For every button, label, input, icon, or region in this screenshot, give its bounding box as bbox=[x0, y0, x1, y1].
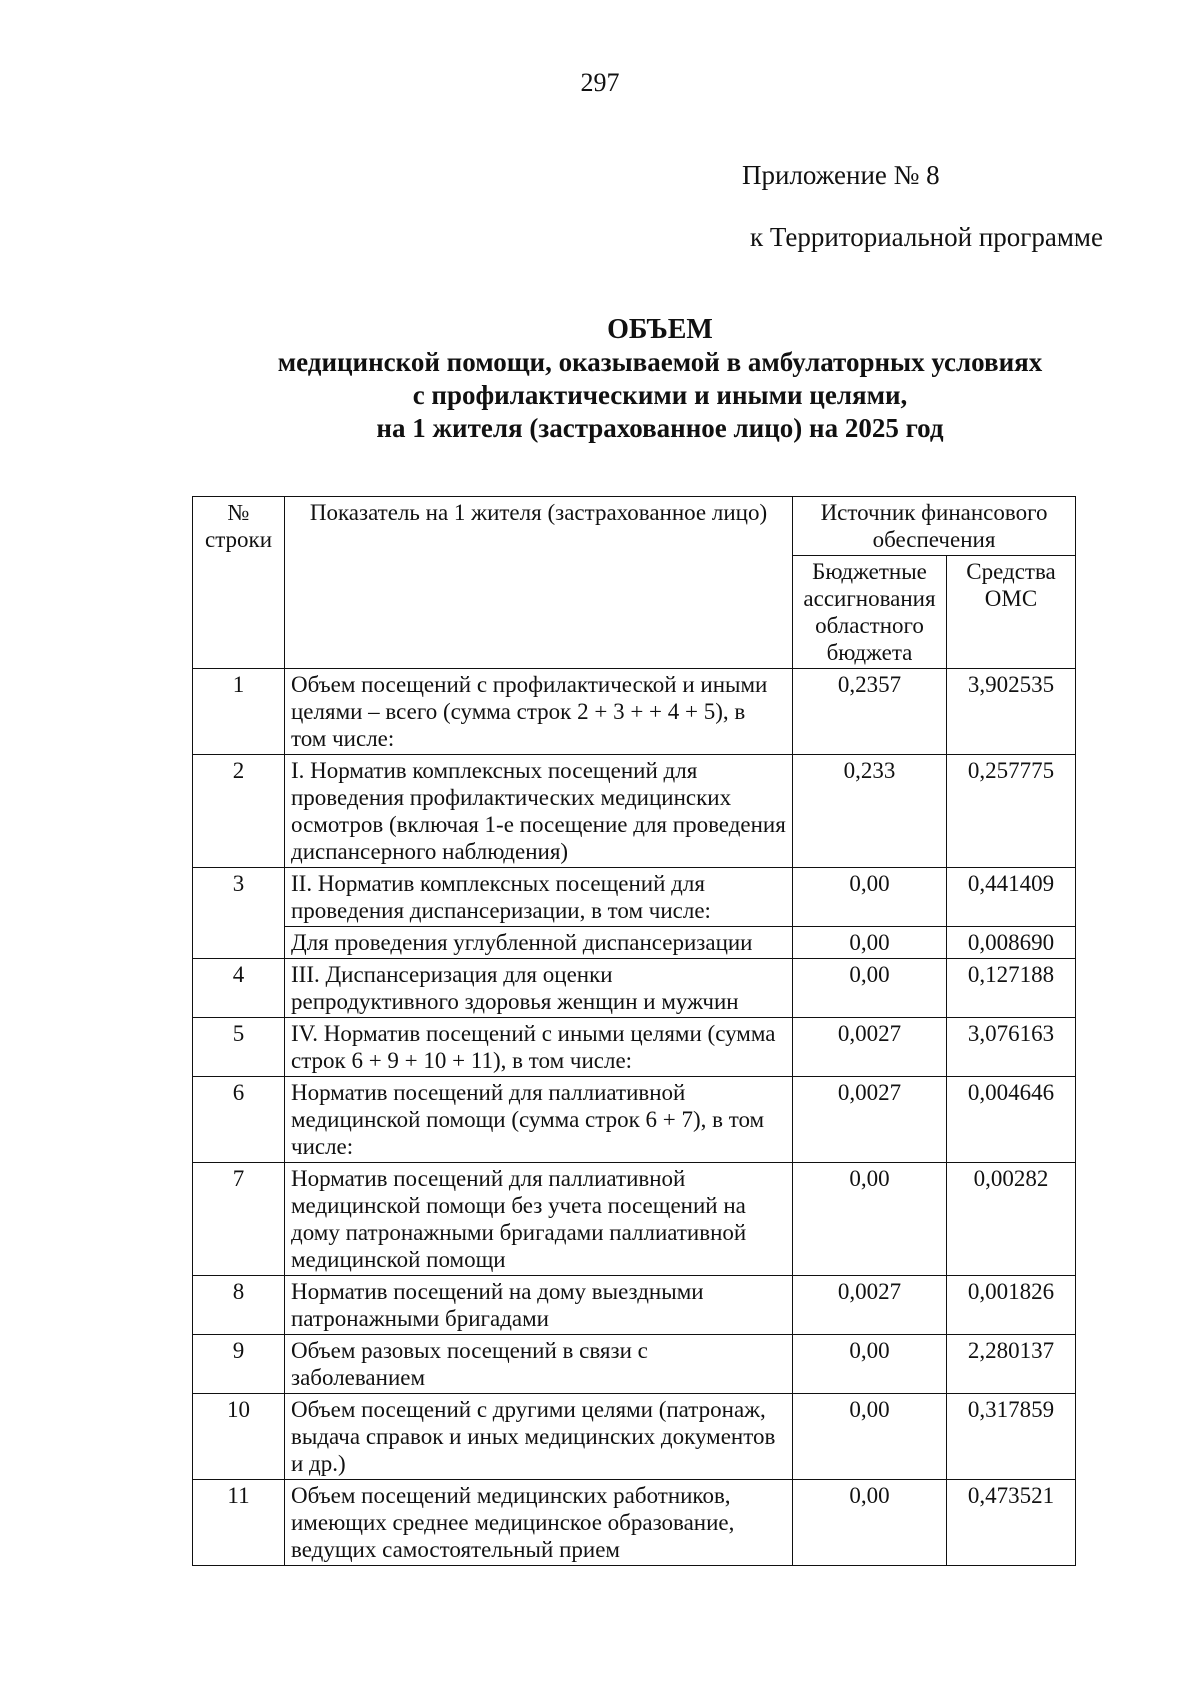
row-indicator: II. Норматив комплексных посещений для проведения диспансеризации, в том числе: bbox=[285, 868, 793, 927]
title-line-2: медицинской помощи, оказываемой в амбулаторных условиях bbox=[277, 347, 1043, 377]
row-number: 4 bbox=[193, 959, 285, 1018]
row-oms: 0,441409 bbox=[947, 868, 1076, 927]
row-indicator: Для проведения углубленной диспансеризации bbox=[285, 927, 793, 959]
header-indicator: Показатель на 1 жителя (застрахованное лицо) bbox=[285, 497, 793, 669]
table-row bbox=[193, 1163, 1076, 1276]
row-indicator: Норматив посещений для паллиативной медицинской помощи без учета посещений на дому патронажными бригадами паллиативной медицинской помощи bbox=[285, 1163, 793, 1276]
row-number: 7 bbox=[193, 1163, 285, 1276]
row-number: 6 bbox=[193, 1077, 285, 1163]
row-budget: 0,00 bbox=[793, 927, 947, 959]
title-line-4: на 1 жителя (застрахованное лицо) на 2025 год bbox=[376, 413, 944, 443]
table-row bbox=[193, 1077, 1076, 1163]
row-oms: 2,280137 bbox=[947, 1335, 1076, 1394]
header-row-number: № строки bbox=[193, 497, 285, 669]
row-budget: 0,0027 bbox=[793, 1276, 947, 1335]
row-oms: 0,001826 bbox=[947, 1276, 1076, 1335]
table-row bbox=[193, 1394, 1076, 1480]
table-row bbox=[193, 669, 1076, 755]
table-row bbox=[193, 755, 1076, 868]
table-row bbox=[193, 1276, 1076, 1335]
row-indicator: Объем разовых посещений в связи с заболеванием bbox=[285, 1335, 793, 1394]
table-row bbox=[193, 1335, 1076, 1394]
table-row bbox=[193, 959, 1076, 1018]
header-funding-source: Источник финансового обеспечения bbox=[793, 497, 1076, 556]
row-oms: 0,004646 bbox=[947, 1077, 1076, 1163]
row-budget: 0,00 bbox=[793, 1394, 947, 1480]
row-budget: 0,00 bbox=[793, 1480, 947, 1566]
row-indicator: Объем посещений с профилактической и иными целями – всего (сумма строк 2 + 3 + + 4 + 5), в том числе: bbox=[285, 669, 793, 755]
row-number: 11 bbox=[193, 1480, 285, 1566]
row-number: 9 bbox=[193, 1335, 285, 1394]
row-number: 10 bbox=[193, 1394, 285, 1480]
row-oms: 0,473521 bbox=[947, 1480, 1076, 1566]
row-indicator: IV. Норматив посещений с иными целями (сумма строк 6 + 9 + 10 + 11), в том числе: bbox=[285, 1018, 793, 1077]
row-oms: 3,076163 bbox=[947, 1018, 1076, 1077]
row-budget: 0,00 bbox=[793, 1163, 947, 1276]
title-line-1: ОБЪЕМ bbox=[607, 314, 713, 345]
row-budget: 0,00 bbox=[793, 868, 947, 927]
header-oms: Средства ОМС bbox=[947, 556, 1076, 669]
row-oms: 0,317859 bbox=[947, 1394, 1076, 1480]
table-row bbox=[193, 1018, 1076, 1077]
row-number: 8 bbox=[193, 1276, 285, 1335]
document-title bbox=[150, 313, 1170, 445]
row-oms: 0,00282 bbox=[947, 1163, 1076, 1276]
row-oms: 3,902535 bbox=[947, 669, 1076, 755]
row-indicator: Норматив посещений для паллиативной медицинской помощи (сумма строк 6 + 7), в том числе: bbox=[285, 1077, 793, 1163]
row-indicator: Объем посещений с другими целями (патронаж, выдача справок и иных медицинских документов и др.) bbox=[285, 1394, 793, 1480]
table-row bbox=[193, 868, 1076, 927]
row-number: 1 bbox=[193, 669, 285, 755]
row-indicator: Объем посещений медицинских работников, имеющих среднее медицинское образование, ведущих самостоятельный прием bbox=[285, 1480, 793, 1566]
appendix-number: Приложение № 8 bbox=[742, 160, 940, 190]
row-oms: 0,257775 bbox=[947, 755, 1076, 868]
row-oms: 0,008690 bbox=[947, 927, 1076, 959]
row-indicator: III. Диспансеризация для оценки репродуктивного здоровья женщин и мужчин bbox=[285, 959, 793, 1018]
row-budget: 0,2357 bbox=[793, 669, 947, 755]
row-budget: 0,0027 bbox=[793, 1077, 947, 1163]
row-oms: 0,127188 bbox=[947, 959, 1076, 1018]
page-number: 297 bbox=[580, 68, 620, 97]
row-number: 3 bbox=[193, 868, 285, 959]
row-number: 2 bbox=[193, 755, 285, 868]
table-row bbox=[193, 1480, 1076, 1566]
row-budget: 0,00 bbox=[793, 1335, 947, 1394]
row-indicator: I. Норматив комплексных посещений для проведения профилактических медицинских осмотров (включая 1-е посещение для проведения диспансерного наблюдения) bbox=[285, 755, 793, 868]
row-budget: 0,233 bbox=[793, 755, 947, 868]
title-line-3: с профилактическими и иными целями, bbox=[412, 380, 908, 410]
row-budget: 0,0027 bbox=[793, 1018, 947, 1077]
row-number: 5 bbox=[193, 1018, 285, 1077]
header-budget: Бюджетные ассигнования областного бюджета bbox=[793, 556, 947, 669]
row-budget: 0,00 bbox=[793, 959, 947, 1018]
appendix-reference: к Территориальной программе bbox=[750, 222, 1103, 252]
row-indicator: Норматив посещений на дому выездными патронажными бригадами bbox=[285, 1276, 793, 1335]
volume-table bbox=[192, 496, 1076, 1566]
table-row bbox=[193, 927, 1076, 959]
